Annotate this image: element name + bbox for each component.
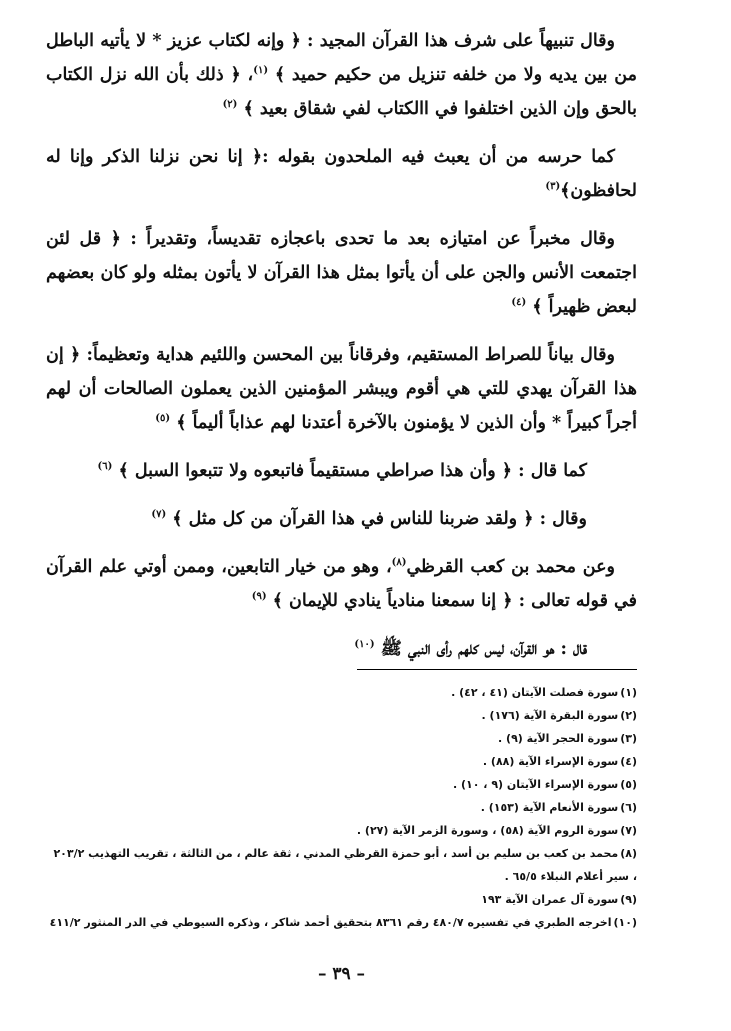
- footnote-ref: (١٠): [354, 639, 375, 651]
- main-text: [46, 24, 637, 680]
- footnote-7: (٧)سورة الروم الآية (٥٨) ، وسورة الزمر الآية (٢٧) .: [356, 824, 637, 837]
- footnote-6: (٦)سورة الأنعام الآية (١٥٣) .: [480, 801, 637, 814]
- footnote-ref: (٥): [155, 413, 171, 425]
- footnote-ref: (٣): [545, 181, 561, 193]
- paragraph-3: وقال مخبراً عن امتيازه بعد ما تحدى باعجازه تقديساً، وتقديراً : ﴿ قل لئن اجتمعت الأنس والجن على أن يأتوا بمثل هذا القرآن لا يأتون بمثله ولو كان بعضهم لبعض ظهيراً ﴾ $^{(٤)}$: [46, 229, 637, 317]
- footnotes: [46, 681, 637, 934]
- footnote-9: (٩)سورة آل عمران الآية ١٩٣: [481, 893, 637, 906]
- page-number: – ٣٩ –: [317, 964, 366, 984]
- paragraph-4: وقال بياناً للصراط المستقيم، وفرقاناً بين المحسن واللئيم هداية وتعظيماً: ﴿ إن هذا القرآن يهدي للتي هي أقوم ويبشر المؤمنين الذين يعملون الصالحات أن لهم أجراً كبيراً * وأن الذين لا يؤمنون بالآخرة أعتدنا لهم عذاباً أليماً ﴾ $^{(٥)}$: [46, 345, 637, 433]
- paragraph-6: وقال : ﴿ ولقد ضربنا للناس في هذا القرآن من كل مثل ﴾ $^{(٧)}$: [151, 509, 587, 529]
- paragraph-2: كما حرسه من أن يعبث فيه الملحدون بقوله :﴿ إنا نحن نزلنا الذكر وإنا له لحافظون﴾$^{(٣)}$: [46, 147, 637, 201]
- footnote-ref: (٩): [251, 591, 267, 603]
- footnote-ref: (٦): [97, 461, 113, 473]
- footnote-ref: (٨): [391, 557, 407, 569]
- footnote-1: (١)سورة فصلت الآيتان (٤١ ، ٤٢) .: [451, 686, 637, 699]
- footnote-ref: (١): [253, 65, 269, 77]
- footnote-3: (٣)سورة الحجر الآية (٩) .: [498, 732, 637, 745]
- paragraph-1: وقال تنبيهاً على شرف هذا القرآن المجيد : ﴿ وإنه لكتاب عزيز * لا يأتيه الباطل من بين يديه ولا من خلفه تنزيل من حكيم حميد ﴾ $^{(١)}$، ﴿ ذلك بأن الله نزل الكتاب بالحق وإن الذين اختلفوا في االكتاب لفي شقاق بعيد ﴾ $^{(٢)}$: [46, 31, 638, 119]
- footnote-divider: [357, 669, 637, 670]
- paragraph-7: وعن محمد بن كعب القرظي$^{(٨)}$، وهو من خيار التابعين، وممن أوتي علم القرآن في قوله تعالى : ﴿ إنا سمعنا منادياً ينادي للإيمان ﴾ $^{(٩)}$: [46, 557, 637, 611]
- footnote-ref: (٧): [151, 509, 167, 521]
- footnote-8: (٨)محمد بن كعب بن سليم بن أسد ، أبو حمزة القرظي المدني ، ثقة عالم ، من الثالثة ، تقريب التهذيب ٢٠٣/٢ ، سير أعلام النبلاء ٦٥/٥ .: [53, 847, 637, 883]
- footnote-2: (٢)سورة البقرة الآية (١٧٦) .: [481, 709, 637, 722]
- book-page: [46, 0, 637, 1031]
- footnote-ref: (٤): [511, 297, 527, 309]
- paragraph-5: كما قال : ﴿ وأن هذا صراطي مستقيماً فاتبعوه ولا تتبعوا السبل ﴾ $^{(٦)}$: [97, 461, 587, 481]
- footnote-10: (١٠)اخرجه الطبري في تفسيره ٤٨٠/٧ رقم ٨٣٦١ بتحقيق أحمد شاكر ، وذكره السيوطي في الدر المنثور ٤١١/٢: [49, 916, 637, 929]
- paragraph-8: قال : هو القرآن، ليس كلهم رأى النبي ﷺ $^{(١٠)}$: [354, 639, 587, 659]
- footnote-5: (٥)سورة الإسراء الآيتان (٩ ، ١٠) .: [452, 778, 637, 791]
- footnote-ref: (٢): [222, 99, 238, 111]
- footnote-4: (٤)سورة الإسراء الآية (٨٨) .: [482, 755, 637, 768]
